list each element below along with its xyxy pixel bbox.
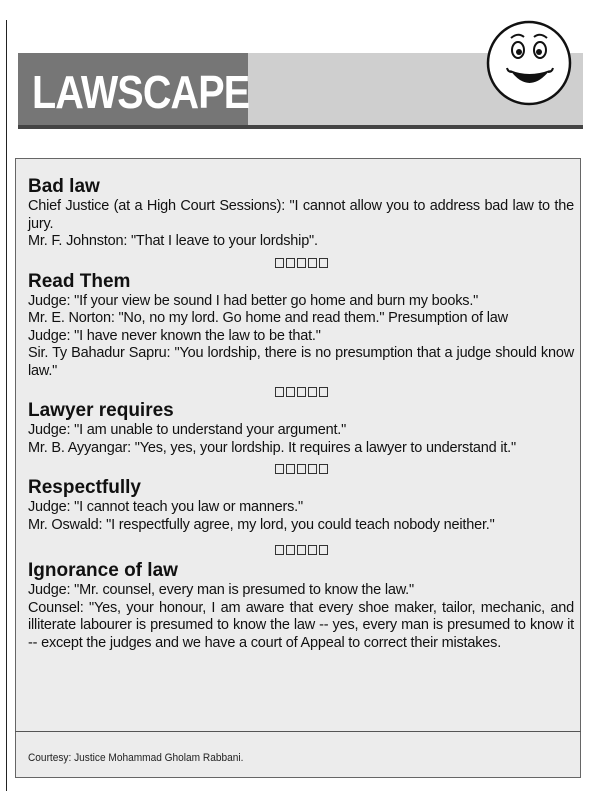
section-line: Counsel: "Yes, your honour, I am aware that every shoe maker, tailor, mechanic, and illiterate labourer is presumed to know the law -- yes, every man is presumed to know it -- except the judges and we have a court of Appeal to correct their mistakes. [28, 599, 574, 651]
separator-glyphs [28, 380, 574, 400]
section-heading-respectfully: Respectfully [28, 477, 141, 498]
section-heading-ignorance-of-law: Ignorance of law [28, 560, 178, 581]
section-line: Judge: "Mr. counsel, every man is presumed to know the law." [28, 582, 414, 598]
section-heading-read-them: Read Them [28, 270, 131, 292]
smiley-face-icon [486, 20, 572, 106]
section-line: Judge: "I have never known the law to be that." [28, 327, 321, 344]
footer-divider [15, 731, 581, 732]
article-content [28, 176, 574, 652]
masthead-title: LAWSCAPE [32, 66, 250, 118]
section-line: Judge: "If your view be sound I had better go home and burn my books." [28, 292, 479, 309]
section-line: Chief Justice (at a High Court Sessions): "I cannot allow you to address bad law to the jury. [28, 198, 574, 232]
section-line: Sir. Ty Bahadur Sapru: "You lordship, there is no presumption that a judge should know law." [28, 345, 574, 379]
courtesy-credit: Courtesy: Justice Mohammad Gholam Rabbani. [28, 752, 244, 764]
section-heading-lawyer-requires: Lawyer requires [28, 400, 174, 421]
left-column-rule [6, 20, 7, 791]
separator-glyphs [28, 534, 574, 560]
section-line: Mr. E. Norton: "No, no my lord. Go home and read them." Presumption of law [28, 310, 508, 326]
separator-glyphs [28, 457, 574, 477]
section-line: Mr. B. Ayyangar: "Yes, yes, your lordship. It requires a lawyer to understand it." [28, 439, 516, 456]
masthead-underline [18, 125, 583, 129]
section-heading-bad-law: Bad law [28, 176, 100, 197]
section-line: Mr. Oswald: "I respectfully agree, my lord, you could teach nobody neither." [28, 516, 495, 533]
section-line: Mr. F. Johnston: "That I leave to your lordship". [28, 233, 318, 249]
section-line: Judge: "I am unable to understand your argument." [28, 422, 347, 438]
separator-glyphs [28, 251, 574, 271]
section-line: Judge: "I cannot teach you law or manners." [28, 499, 303, 515]
masthead-title-block [18, 53, 248, 125]
